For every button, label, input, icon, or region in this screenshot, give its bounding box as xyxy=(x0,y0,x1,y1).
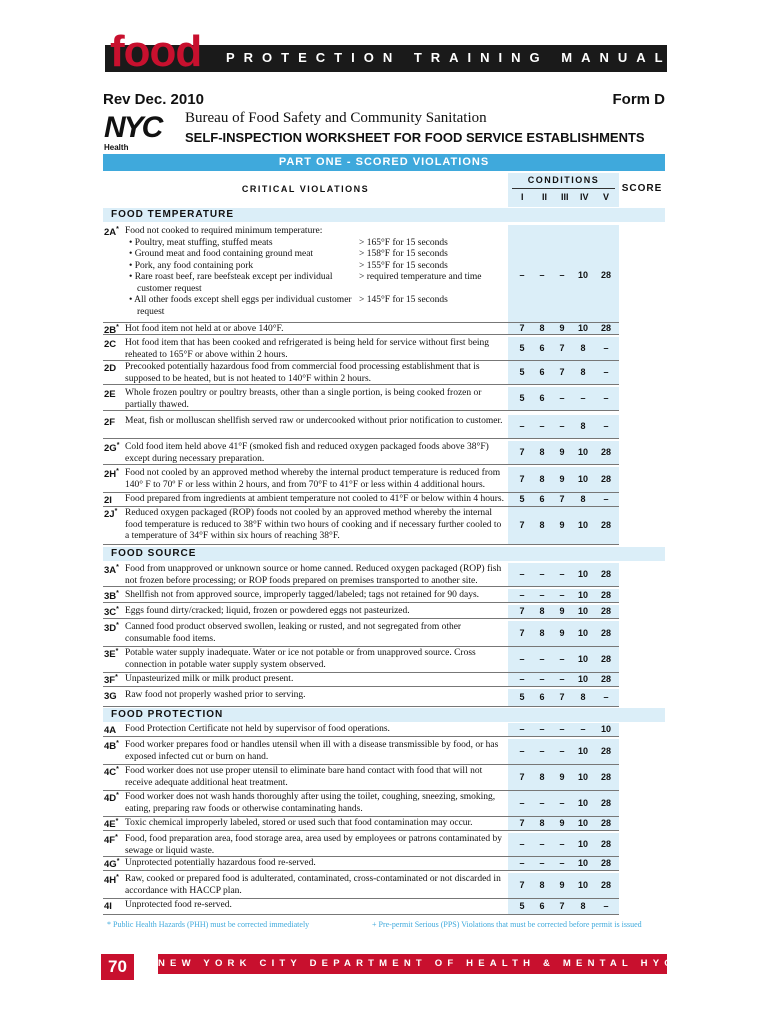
condition-value: 10 xyxy=(577,628,588,638)
condition-value: 10 xyxy=(577,474,588,484)
page-number: 70 xyxy=(101,954,134,980)
conditions-cell xyxy=(508,415,619,439)
condition-value: – xyxy=(539,421,545,431)
condition-value: 28 xyxy=(600,674,611,684)
conditions-cell xyxy=(508,647,619,673)
table-row xyxy=(103,563,665,587)
condition-value: – xyxy=(519,590,525,600)
table-row xyxy=(103,441,665,465)
violation-description: Food from unapproved or unknown source or home canned. Reduced oxygen packaged (ROP) fish not frozen before processing; or ROP foods prepared on premises transported to another site. xyxy=(125,564,502,586)
violation-code: 3D* xyxy=(104,622,119,635)
condition-value: 10 xyxy=(577,606,588,616)
table-row xyxy=(103,415,665,439)
row-divider xyxy=(103,544,619,545)
conditions-cell xyxy=(508,493,619,507)
condition-value: 28 xyxy=(600,569,611,579)
condition-value: 8 xyxy=(539,474,545,484)
condition-value: – xyxy=(519,569,525,579)
condition-value: 5 xyxy=(519,901,525,911)
table-row xyxy=(103,507,665,545)
violation-code: 2A* xyxy=(104,226,119,239)
condition-value: – xyxy=(519,270,525,280)
required-temperature: > 145°F for 15 seconds xyxy=(359,295,448,305)
condition-value: 28 xyxy=(600,858,611,868)
violation-code: 3E* xyxy=(104,648,119,661)
condition-iv-heading: IV xyxy=(580,192,589,202)
conditions-cell xyxy=(508,337,619,361)
condition-value: – xyxy=(539,270,545,280)
table-row xyxy=(103,765,665,791)
condition-value: 9 xyxy=(559,447,565,457)
condition-value: 28 xyxy=(600,880,611,890)
condition-value: 5 xyxy=(519,494,525,504)
condition-value: 9 xyxy=(559,606,565,616)
bureau-name: Bureau of Food Safety and Community Sanitation xyxy=(185,110,487,126)
condition-value: – xyxy=(519,746,525,756)
condition-value: 7 xyxy=(519,818,525,828)
condition-value: 28 xyxy=(600,270,611,280)
condition-value: 7 xyxy=(559,343,565,353)
violation-description: Reduced oxygen packaged (ROP) foods not cooled by an approved method whereby the internal food temperature is reduced to 38°F within two hours of cooking and if necessary further cooled to a temperature of 34°F within six hours of reaching 38°F. xyxy=(125,508,502,541)
condition-value: 8 xyxy=(580,494,586,504)
conditions-cell xyxy=(508,441,619,465)
condition-value: 10 xyxy=(577,323,588,333)
condition-value: 8 xyxy=(580,367,586,377)
violation-code: 4C* xyxy=(104,766,119,779)
condition-value: 5 xyxy=(519,393,525,403)
violation-description: Food prepared from ingredients at ambient temperature not cooled to 41°F or below within 4 hours. xyxy=(125,494,504,504)
violation-description: Raw, cooked or prepared food is adulterated, contaminated, cross-contaminated or not discarded in accordance with HACCP plan. xyxy=(125,874,501,896)
violation-code: 3C* xyxy=(104,606,119,619)
revision-date: Rev Dec. 2010 xyxy=(103,91,204,108)
violation-description: Food not cooked to required minimum temperature: • Poultry, meat stuffing, stuffed meats > 165°F for 15 seconds • Ground meat and food containing ground meat > 158°F for 15 seconds • Pork, any food containing pork > 155°F for 15 seconds • Rare roast beef, rare beefsteak except per individual customer request > required temperature and time • All other foods except shell eggs per individual customer request > 145°F for 15 seconds xyxy=(125,226,505,318)
condition-value: 28 xyxy=(600,772,611,782)
condition-value: 8 xyxy=(539,818,545,828)
condition-value: – xyxy=(559,674,565,684)
condition-value: 7 xyxy=(559,494,565,504)
condition-value: – xyxy=(559,839,565,849)
violation-code: 4A xyxy=(104,725,117,737)
condition-value: – xyxy=(559,858,565,868)
condition-value: 8 xyxy=(539,323,545,333)
condition-value: – xyxy=(519,724,525,734)
condition-ii-heading: II xyxy=(542,192,548,202)
food-logo: food xyxy=(110,27,202,76)
condition-value: 9 xyxy=(559,628,565,638)
row-divider xyxy=(103,618,619,619)
condition-value: – xyxy=(539,839,545,849)
condition-value: 10 xyxy=(577,746,588,756)
table-row xyxy=(103,857,665,871)
violation-description: Food not cooled by an approved method whereby the internal product temperature is reduced from 140° F to 70º F or less within 2 hours, and from 70°F to 41°F or less within 4 additional hours. xyxy=(125,468,501,490)
violation-description: Eggs found dirty/cracked; liquid, frozen or powdered eggs not pasteurized. xyxy=(125,606,410,616)
table-row xyxy=(103,647,665,673)
violation-description: Food worker prepares food or handles utensil when ill with a disease transmissible by food, or has exposed infected cut or burn on hand. xyxy=(125,740,499,762)
table-row xyxy=(103,739,665,765)
condition-value: 10 xyxy=(600,724,611,734)
condition-value: 10 xyxy=(577,447,588,457)
food-item-label: • Pork, any food containing pork xyxy=(129,260,254,271)
condition-value: – xyxy=(539,724,545,734)
condition-value: – xyxy=(539,798,545,808)
temperature-list-item xyxy=(125,261,505,273)
condition-value: – xyxy=(559,798,565,808)
condition-value: 10 xyxy=(577,839,588,849)
condition-value: – xyxy=(539,569,545,579)
condition-value: – xyxy=(539,746,545,756)
form-label: Form D xyxy=(612,91,665,108)
condition-value: – xyxy=(519,674,525,684)
violation-code: 4F* xyxy=(104,834,118,847)
required-temperature: > 165°F for 15 seconds xyxy=(359,237,448,248)
row-divider xyxy=(103,438,619,439)
condition-value: 28 xyxy=(600,323,611,333)
condition-value: 8 xyxy=(539,520,545,530)
violation-description: Unprotected potentially hazardous food re-served. xyxy=(125,858,316,868)
required-temperature: > required temperature and time xyxy=(359,272,482,282)
table-row xyxy=(103,873,665,899)
condition-value: 5 xyxy=(519,367,525,377)
condition-value: 8 xyxy=(580,901,586,911)
condition-value: 28 xyxy=(600,798,611,808)
row-divider xyxy=(103,870,619,871)
conditions-heading: CONDITIONS xyxy=(527,175,600,185)
condition-value: – xyxy=(519,839,525,849)
food-item-label: • Ground meat and food containing ground meat xyxy=(129,249,314,259)
violation-description: Cold food item held above 41°F (smoked fish and reduced oxygen packaged foods above 38°F) except during necessary preparation. xyxy=(125,442,489,464)
condition-value: 6 xyxy=(539,901,545,911)
row-divider xyxy=(103,384,619,385)
condition-value: 10 xyxy=(577,654,588,664)
violation-code: 4E* xyxy=(104,818,119,831)
conditions-cell xyxy=(508,621,619,647)
table-row xyxy=(103,723,665,737)
conditions-cell xyxy=(508,467,619,493)
section-food-temperature xyxy=(103,208,665,222)
row-divider xyxy=(103,830,619,831)
condition-value: 7 xyxy=(519,772,525,782)
pps-footnote: + Pre-permit Serious (PPS) Violations that must be corrected before permit is issued xyxy=(372,920,642,929)
condition-v-heading: V xyxy=(603,192,610,202)
condition-value: 10 xyxy=(577,772,588,782)
condition-value: 10 xyxy=(577,818,588,828)
condition-value: 7 xyxy=(559,367,565,377)
violation-description: Shellfish not from approved source, improperly tagged/labeled; tags not retained for 90 days. xyxy=(125,590,480,600)
violation-description: Raw food not properly washed prior to serving. xyxy=(125,690,306,700)
condition-value: 5 xyxy=(519,343,525,353)
conditions-cell xyxy=(508,589,619,603)
condition-value: – xyxy=(559,393,565,403)
row-divider xyxy=(103,410,619,411)
conditions-cell xyxy=(508,605,619,619)
condition-value: 28 xyxy=(600,746,611,756)
violation-code: 3B* xyxy=(104,590,119,603)
temperature-list-item xyxy=(125,295,505,318)
section-food-source xyxy=(103,547,665,561)
condition-value: 28 xyxy=(600,628,611,638)
condition-value: 10 xyxy=(577,858,588,868)
condition-value: – xyxy=(603,421,609,431)
condition-value: 10 xyxy=(577,798,588,808)
violation-code: 4G* xyxy=(104,858,120,871)
condition-value: 9 xyxy=(559,520,565,530)
table-row xyxy=(103,387,665,411)
condition-value: 8 xyxy=(580,421,586,431)
condition-value: 28 xyxy=(600,606,611,616)
condition-value: 28 xyxy=(600,447,611,457)
condition-value: 8 xyxy=(539,447,545,457)
violation-description: Unpasteurized milk or milk product present. xyxy=(125,674,294,684)
violation-code: 4H* xyxy=(104,874,119,887)
violation-description: Potable water supply inadequate. Water or ice not potable or from unapproved source. Cross connection in potable water supply system observed. xyxy=(125,648,476,670)
conditions-cell xyxy=(508,791,619,817)
row-divider xyxy=(103,914,619,915)
condition-value: 28 xyxy=(600,839,611,849)
condition-value: 7 xyxy=(559,692,565,702)
condition-value: 10 xyxy=(577,270,588,280)
condition-value: – xyxy=(559,569,565,579)
violation-code: 4B* xyxy=(104,740,119,753)
condition-value: 28 xyxy=(600,654,611,664)
condition-value: 7 xyxy=(519,628,525,638)
condition-value: 5 xyxy=(519,692,525,702)
required-temperature: > 155°F for 15 seconds xyxy=(359,260,448,271)
violation-description: Food worker does not use proper utensil to eliminate bare hand contact with food that will not receive adequate additional heat treatment. xyxy=(125,766,483,788)
phh-footnote: * Public Health Hazards (PHH) must be corrected immediately xyxy=(107,920,310,929)
food-item-label: • All other foods except shell eggs per individual customer request xyxy=(129,295,352,317)
condition-value: 8 xyxy=(580,692,586,702)
condition-value: – xyxy=(559,724,565,734)
violation-description: Whole frozen poultry or poultry breasts, other than a single portion, is being cooked frozen or partially thawed. xyxy=(125,388,482,410)
condition-value: 9 xyxy=(559,323,565,333)
table-row xyxy=(103,621,665,647)
condition-value: 9 xyxy=(559,772,565,782)
condition-value: 8 xyxy=(580,343,586,353)
violation-description: Food worker does not wash hands thoroughly after using the toilet, coughing, sneezing, smoking, eating, preparing raw foods or otherwise contaminating hands. xyxy=(125,792,496,814)
violation-description: Food, food preparation area, food storage area, area used by employees or patrons contaminated by sewage or liquid waste. xyxy=(125,834,502,856)
violation-description: Toxic chemical improperly labeled, stored or used such that food contamination may occur. xyxy=(125,818,473,828)
condition-value: – xyxy=(539,858,545,868)
violation-code: 4D* xyxy=(104,792,119,805)
condition-value: – xyxy=(539,674,545,684)
section-label: FOOD SOURCE xyxy=(111,548,197,559)
table-row xyxy=(103,899,665,915)
violation-description: Hot food item not held at or above 140°F. xyxy=(125,324,284,334)
condition-value: – xyxy=(580,393,586,403)
violation-code: 3A* xyxy=(104,564,119,577)
condition-value: 7 xyxy=(559,901,565,911)
conditions-cell xyxy=(508,833,619,857)
condition-value: – xyxy=(519,421,525,431)
condition-value: – xyxy=(559,590,565,600)
violation-description: Canned food product observed swollen, leaking or rusted, and not segregated from other consumable food items. xyxy=(125,622,462,644)
condition-value: 10 xyxy=(577,880,588,890)
required-temperature: > 158°F for 15 seconds xyxy=(359,249,448,259)
condition-value: 28 xyxy=(600,818,611,828)
conditions-cell xyxy=(508,361,619,385)
violation-code: 2D xyxy=(104,363,117,375)
condition-value: 7 xyxy=(519,474,525,484)
condition-value: 10 xyxy=(577,569,588,579)
violation-code: 3G xyxy=(104,691,117,703)
conditions-cell xyxy=(508,739,619,765)
condition-value: 28 xyxy=(600,590,611,600)
table-row xyxy=(103,689,665,707)
condition-value: 7 xyxy=(519,520,525,530)
nyc-logo-text: NYC xyxy=(104,111,162,144)
table-row xyxy=(103,791,665,817)
health-logo-text: Health xyxy=(104,143,129,152)
condition-value: – xyxy=(603,367,609,377)
condition-value: 6 xyxy=(539,343,545,353)
condition-value: – xyxy=(559,270,565,280)
table-row xyxy=(103,467,665,493)
condition-value: 6 xyxy=(539,692,545,702)
conditions-cell xyxy=(508,225,619,323)
conditions-cell xyxy=(508,689,619,707)
condition-value: 28 xyxy=(600,474,611,484)
conditions-cell xyxy=(508,673,619,687)
violation-description: Precooked potentially hazardous food from commercial food processing establishment that is supposed to be heated, but is not heated to 140°F within 2 hours. xyxy=(125,362,480,384)
row-divider xyxy=(103,464,619,465)
condition-value: 7 xyxy=(519,606,525,616)
condition-value: – xyxy=(603,343,609,353)
table-header xyxy=(103,173,665,207)
condition-value: – xyxy=(559,654,565,664)
conditions-cell xyxy=(508,873,619,899)
violation-code: 2G* xyxy=(104,442,120,455)
section-label: FOOD TEMPERATURE xyxy=(111,209,235,220)
part-one-banner: PART ONE - SCORED VIOLATIONS xyxy=(103,154,665,171)
condition-value: – xyxy=(519,654,525,664)
condition-value: – xyxy=(559,421,565,431)
condition-value: 9 xyxy=(559,474,565,484)
violation-code: 2I xyxy=(104,495,112,507)
condition-value: 28 xyxy=(600,520,611,530)
condition-value: 9 xyxy=(559,818,565,828)
condition-value: 6 xyxy=(539,393,545,403)
condition-value: – xyxy=(603,692,609,702)
condition-value: 8 xyxy=(539,772,545,782)
section-label: FOOD PROTECTION xyxy=(111,709,224,720)
condition-value: – xyxy=(539,590,545,600)
section-food-protection xyxy=(103,708,665,722)
violation-code: 2E xyxy=(104,389,116,401)
table-row xyxy=(103,337,665,361)
temperature-list-item xyxy=(125,272,505,295)
condition-value: – xyxy=(519,798,525,808)
condition-value: – xyxy=(580,724,586,734)
food-item-label: • Rare roast beef, rare beefsteak except per individual customer request xyxy=(129,272,333,294)
temperature-list-item xyxy=(125,238,505,250)
condition-value: 10 xyxy=(577,590,588,600)
condition-value: – xyxy=(603,901,609,911)
score-heading: SCORE xyxy=(621,183,663,194)
violation-code: 4I xyxy=(104,901,112,913)
conditions-cell xyxy=(508,817,619,831)
conditions-cell xyxy=(508,765,619,791)
manual-title: PROTECTION TRAINING MANUAL xyxy=(226,50,672,65)
condition-iii-heading: III xyxy=(561,192,569,202)
table-row xyxy=(103,493,665,507)
row-divider xyxy=(103,602,619,603)
table-row xyxy=(103,673,665,687)
condition-value: – xyxy=(603,494,609,504)
violation-description: Hot food item that has been cooked and refrigerated is being held for service without first being reheated to 165°F or above within 2 hours. xyxy=(125,338,490,360)
condition-value: 7 xyxy=(519,447,525,457)
violation-description: Meat, fish or molluscan shellfish served raw or undercooked without prior notification to customer. xyxy=(125,416,503,426)
condition-value: 8 xyxy=(539,606,545,616)
condition-value: – xyxy=(603,393,609,403)
condition-i-heading: I xyxy=(521,192,524,202)
department-footer: NEW YORK CITY DEPARTMENT OF HEALTH & MENTAL HYGIENE xyxy=(158,954,667,974)
violation-code: 3F* xyxy=(104,674,118,687)
row-divider xyxy=(103,736,619,737)
condition-value: 10 xyxy=(577,674,588,684)
violation-code: 2C xyxy=(104,339,117,351)
worksheet-title: SELF-INSPECTION WORKSHEET FOR FOOD SERVICE ESTABLISHMENTS xyxy=(185,130,645,145)
condition-value: 7 xyxy=(519,323,525,333)
table-row xyxy=(103,817,665,831)
food-item-label: • Poultry, meat stuffing, stuffed meats xyxy=(129,237,273,248)
violation-description: Unprotected food re-served. xyxy=(125,900,232,910)
condition-value: 8 xyxy=(539,628,545,638)
table-row xyxy=(103,833,665,857)
temperature-list-item xyxy=(125,249,505,261)
condition-value: 7 xyxy=(519,880,525,890)
condition-value: – xyxy=(539,654,545,664)
conditions-cell xyxy=(508,563,619,587)
row-divider xyxy=(103,706,619,707)
temperature-list xyxy=(125,238,505,319)
violation-code: 2H* xyxy=(104,468,119,481)
condition-value: 10 xyxy=(577,520,588,530)
row-divider xyxy=(103,586,619,587)
table-row xyxy=(103,225,665,323)
condition-value: – xyxy=(519,858,525,868)
row-divider xyxy=(103,334,619,335)
condition-value: 9 xyxy=(559,880,565,890)
violation-code: 2J* xyxy=(104,508,118,521)
table-row xyxy=(103,589,665,603)
violation-code: 2B* xyxy=(104,324,119,337)
table-row xyxy=(103,605,665,619)
table-row xyxy=(103,361,665,385)
condition-value: 6 xyxy=(539,367,545,377)
condition-value: 8 xyxy=(539,880,545,890)
nyc-health-logo xyxy=(104,113,178,151)
conditions-cell xyxy=(508,899,619,915)
conditions-cell xyxy=(508,723,619,737)
conditions-cell xyxy=(508,857,619,871)
conditions-divider xyxy=(512,188,615,189)
conditions-cell xyxy=(508,507,619,545)
condition-value: 6 xyxy=(539,494,545,504)
violation-code: 2F xyxy=(104,417,116,429)
row-divider xyxy=(103,686,619,687)
conditions-cell xyxy=(508,387,619,411)
table-row xyxy=(103,323,665,335)
condition-value: – xyxy=(559,746,565,756)
conditions-header xyxy=(508,173,619,207)
critical-violations-heading: CRITICAL VIOLATIONS xyxy=(241,184,370,194)
violation-description: Food Protection Certificate not held by supervisor of food operations. xyxy=(125,724,390,734)
